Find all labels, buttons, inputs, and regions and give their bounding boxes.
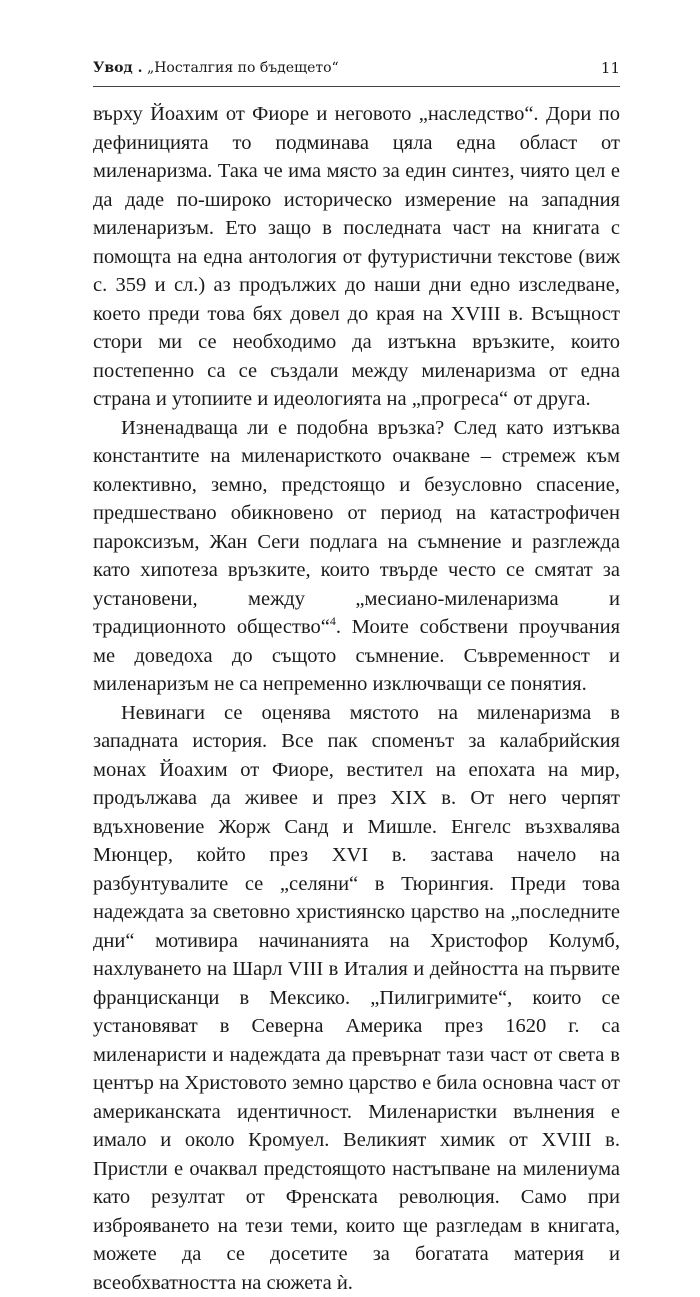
paragraph-2	[93, 414, 620, 699]
chapter-label: Увод .	[93, 60, 143, 76]
paragraph-2-text: Изненадваща ли е подобна връзка? След като изтъква константите на миленаристкото очакване – стремеж към колективно, земно, предстоящо и безусловно спасение, предшествано обикновено от период на катастрофичен пароксизъм, Жан Сеги подлага на съмнение и разглежда като хипотеза връзките, които твърде често се смятат за установени, между „месиано-миленаризма и традиционното общество“	[93, 417, 620, 639]
footnote-reference[interactable]: 4	[330, 614, 336, 628]
paragraph-2-text-continued: . Моите собствени проучвания ме доведоха до същото съмнение. Съвременност и миленаризъм не са непременно изключващи се понятия.	[93, 616, 620, 695]
body-text	[93, 100, 620, 1297]
running-header	[93, 58, 620, 82]
paragraph-3: Невинаги се оценява мястото на миленаризма в западната история. Все пак споменът за калабрийския монах Йоахим от Фиоре, вестител на епохата на мир, продължава да живее и през XIX в. От него черпят вдъхновение Жорж Санд и Мишле. Енгелс възхвалява Мюнцер, който през XVI в. застава начело на разбунтувалите се „селяни“ в Тюрингия. Преди това надеждата за световно християнско царство на „последните дни“ мотивира начинанията на Христофор Колумб, нахлуването на Шарл VIII в Италия и дейността на първите францисканци в Мексико. „Пилигримите“, които се установяват в Северна Америка през 1620 г. са миленаристи и надеждата да превърнат тази част от света в център на Христовото земно царство е била основна част от американската идентичност. Миленаристки вълнения е имало и около Кромуел. Великият химик от XVIII в. Пристли е очаквал предстоящото настъпване на милениума като резултат от Френската революция. Само при изброяването на тези теми, които ще разгледам в книгата, можете да се досетите за богатата материя и всеобхватността на сюжета ѝ.	[93, 699, 620, 1297]
header-divider	[93, 86, 620, 87]
page-number: 11	[601, 58, 620, 78]
paragraph-1: върху Йоахим от Фиоре и неговото „наследство“. Дори по дефиницията то подминава цяла една област от миленаризма. Така че има място за един синтез, чиято цел е да даде по-широко историческо измерение на западния миленаризъм. Ето защо в последната част на книгата с помощта на една антология от футуристични текстове (виж с. 359 и сл.) аз продължих до наши дни едно изследване, което преди това бях довел до края на XVIII в. Всъщност стори ми се необходимо да изтъкна връзките, които постепенно са се създали между миленаризма от една страна и утопиите и идеологията на „прогреса“ от друга.	[93, 100, 620, 414]
chapter-title: „Носталгия по бъдещето“	[143, 60, 339, 76]
